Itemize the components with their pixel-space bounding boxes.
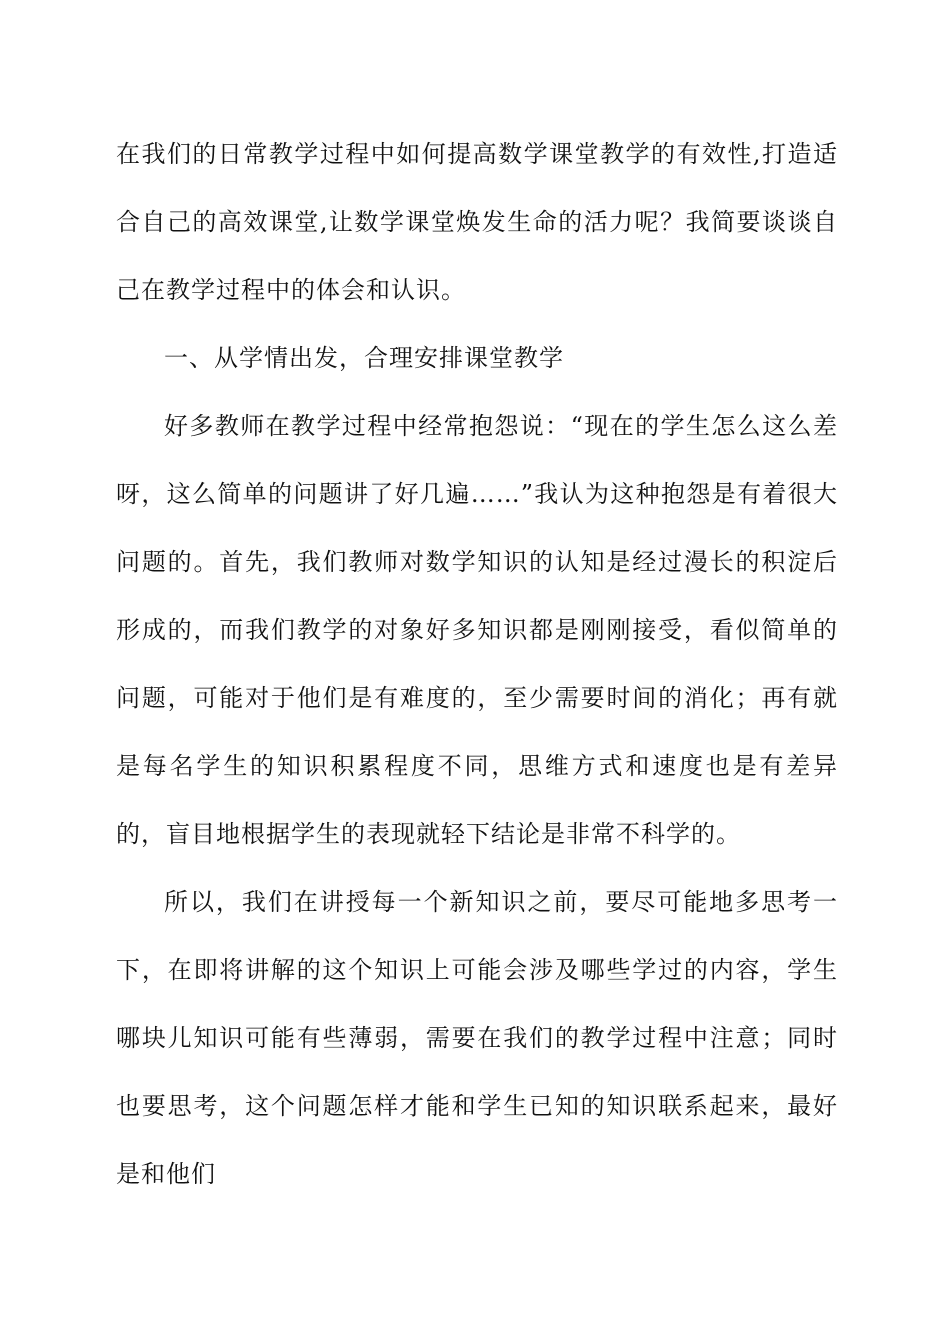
paragraph-intro-continued: 在我们的日常教学过程中如何提高数学课堂教学的有效性,打造适合自己的高效课堂,让数学课堂焕发生命的活力呢？我简要谈谈自己在教学过程中的体会和认识。 [116,140,838,304]
paragraph-complaint: 好多教师在教学过程中经常抱怨说：“现在的学生怎么这么差呀，这么简单的问题讲了好几遍……”我认为这种抱怨是有着很大问题的。首先，我们教师对数学知识的认知是经过漫长的积淀后形成的，而我们教学的对象好多知识都是刚刚接受，看似简单的问题，可能对于他们是有难度的，至少需要时间的消化；再有就是每名学生的知识积累程度不同，思维方式和速度也是有差异的，盲目地根据学生的表现就轻下结论是非常不科学的。 [116,412,838,848]
section-heading: 一、从学情出发，合理安排课堂教学 [164,344,564,372]
document-body [116,120,838,1208]
paragraph-so: 所以，我们在讲授每一个新知识之前，要尽可能地多思考一下，在即将讲解的这个知识上可能会涉及哪些学过的内容，学生哪块儿知识可能有些薄弱，需要在我们的教学过程中注意；同时也要思考，这个问题怎样才能和学生已知的知识联系起来，最好是和他们 [116,888,838,1188]
